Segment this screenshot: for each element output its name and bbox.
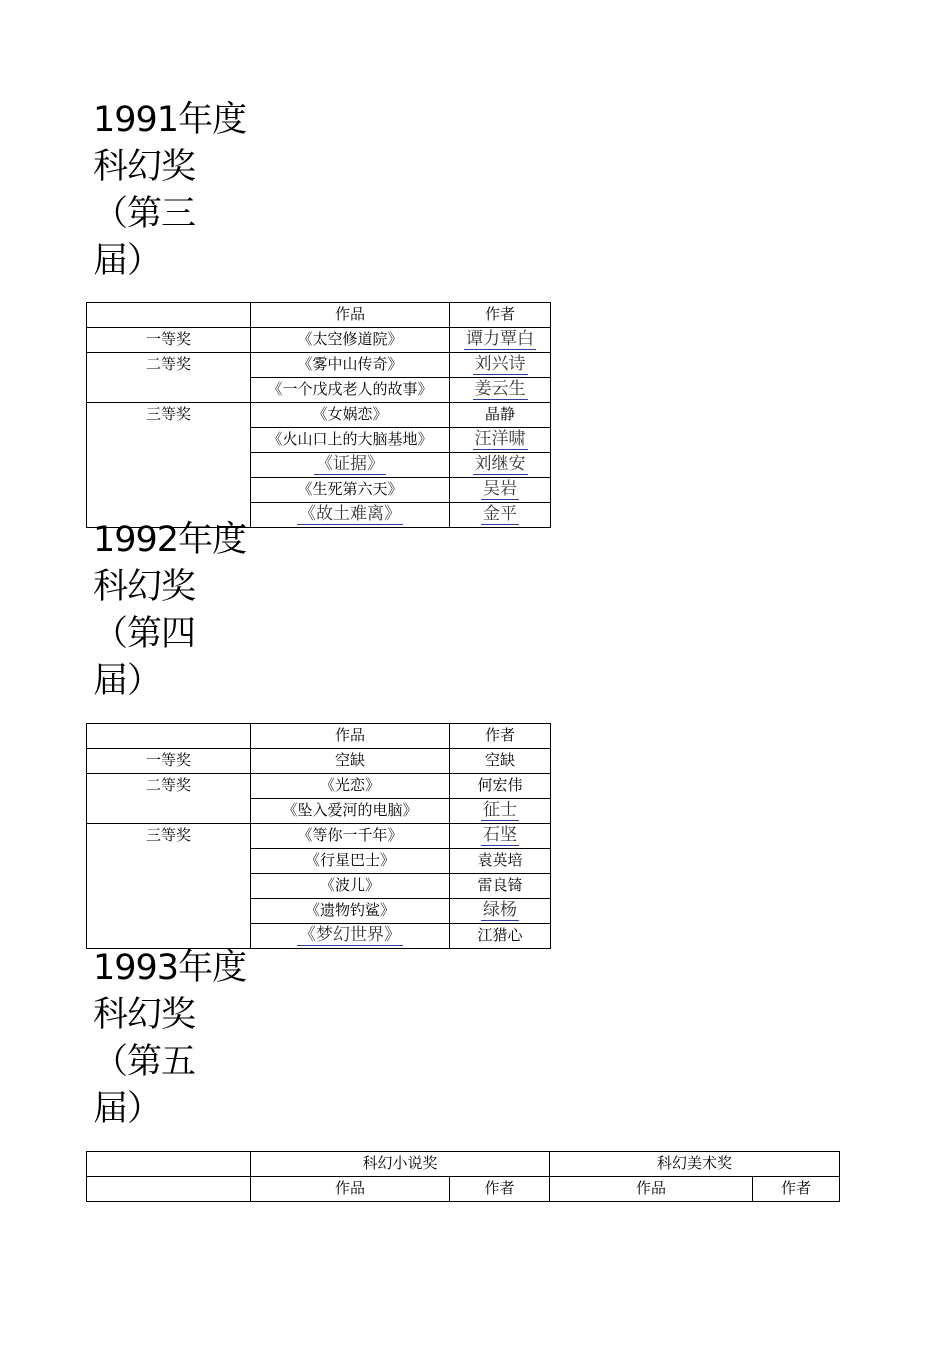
header-work: 作品 bbox=[550, 1177, 753, 1202]
work-cell: 《生死第六天》 bbox=[251, 478, 450, 503]
header-fiction-award: 科幻小说奖 bbox=[251, 1152, 550, 1177]
author-cell: 晶静 bbox=[450, 403, 551, 428]
author-link[interactable]: 吴岩 bbox=[483, 479, 517, 499]
work-cell: 空缺 bbox=[251, 749, 450, 774]
heading-line: 届） bbox=[93, 1089, 162, 1129]
section-heading-1993 bbox=[93, 945, 253, 1133]
header-author: 作者 bbox=[450, 303, 551, 328]
table-row bbox=[87, 749, 551, 774]
work-cell: 《火山口上的大脑基地》 bbox=[251, 428, 450, 453]
table-row bbox=[87, 774, 551, 799]
prize-cell: 三等奖 bbox=[87, 824, 251, 949]
header-work: 作品 bbox=[251, 1177, 450, 1202]
table-row bbox=[87, 824, 551, 849]
author-cell: 何宏伟 bbox=[450, 774, 551, 799]
header-work: 作品 bbox=[251, 724, 450, 749]
section-heading-1991 bbox=[93, 97, 253, 285]
author-cell: 袁英培 bbox=[450, 849, 551, 874]
author-link[interactable]: 姜云生 bbox=[474, 379, 526, 399]
author-cell: 江猎心 bbox=[450, 924, 551, 949]
work-cell: 《遗物钓鲨》 bbox=[251, 899, 450, 924]
author-link[interactable]: 汪洋啸 bbox=[474, 429, 526, 449]
prize-cell: 一等奖 bbox=[87, 749, 251, 774]
header-blank-cell bbox=[87, 1177, 251, 1202]
work-link[interactable]: 《证据》 bbox=[316, 454, 384, 474]
work-cell: 《一个戊戌老人的故事》 bbox=[251, 378, 450, 403]
work-cell bbox=[251, 503, 450, 528]
author-cell: 雷良锜 bbox=[450, 874, 551, 899]
author-link[interactable]: 绿杨 bbox=[483, 900, 517, 920]
heading-line: 科幻奖 bbox=[93, 147, 196, 187]
work-link[interactable]: 《梦幻世界》 bbox=[299, 925, 401, 945]
work-cell: 《波儿》 bbox=[251, 874, 450, 899]
work-cell: 《坠入爱河的电脑》 bbox=[251, 799, 450, 824]
author-cell bbox=[450, 503, 551, 528]
awards-table-1993 bbox=[86, 1151, 840, 1202]
header-author: 作者 bbox=[753, 1177, 840, 1202]
heading-line: （第四 bbox=[93, 614, 196, 654]
author-cell bbox=[450, 453, 551, 478]
author-cell bbox=[450, 328, 551, 353]
author-cell bbox=[450, 478, 551, 503]
header-blank-cell bbox=[87, 1152, 251, 1177]
header-author: 作者 bbox=[450, 1177, 550, 1202]
table-header-row bbox=[87, 303, 551, 328]
table-row bbox=[87, 353, 551, 378]
awards-table-1991 bbox=[86, 302, 551, 528]
work-cell bbox=[251, 453, 450, 478]
table-row bbox=[87, 403, 551, 428]
table-group-header-row bbox=[87, 1152, 840, 1177]
heading-line: 1991年度 bbox=[93, 100, 247, 140]
author-cell bbox=[450, 899, 551, 924]
work-link[interactable]: 《故土难离》 bbox=[299, 504, 401, 524]
author-cell bbox=[450, 799, 551, 824]
heading-line: 1993年度 bbox=[93, 948, 247, 988]
header-art-award: 科幻美术奖 bbox=[550, 1152, 840, 1177]
prize-cell: 二等奖 bbox=[87, 774, 251, 824]
heading-line: （第五 bbox=[93, 1042, 196, 1082]
awards-table-1992 bbox=[86, 723, 551, 949]
prize-cell: 一等奖 bbox=[87, 328, 251, 353]
heading-line: 届） bbox=[93, 661, 162, 701]
author-cell bbox=[450, 353, 551, 378]
work-cell: 《雾中山传奇》 bbox=[251, 353, 450, 378]
author-link[interactable]: 石坚 bbox=[483, 825, 517, 845]
author-cell bbox=[450, 378, 551, 403]
author-link[interactable]: 征士 bbox=[483, 800, 517, 820]
work-cell: 《女娲恋》 bbox=[251, 403, 450, 428]
header-author: 作者 bbox=[450, 724, 551, 749]
heading-line: 科幻奖 bbox=[93, 995, 196, 1035]
heading-line: 1992年度 bbox=[93, 520, 247, 560]
heading-line: 届） bbox=[93, 241, 162, 281]
heading-line: （第三 bbox=[93, 194, 196, 234]
author-cell bbox=[450, 428, 551, 453]
prize-cell: 三等奖 bbox=[87, 403, 251, 528]
header-work: 作品 bbox=[251, 303, 450, 328]
author-cell bbox=[450, 824, 551, 849]
work-cell: 《等你一千年》 bbox=[251, 824, 450, 849]
author-cell: 空缺 bbox=[450, 749, 551, 774]
header-blank-cell bbox=[87, 303, 251, 328]
author-link[interactable]: 谭力覃白 bbox=[466, 329, 534, 349]
work-cell: 《光恋》 bbox=[251, 774, 450, 799]
author-link[interactable]: 刘继安 bbox=[474, 454, 526, 474]
table-row bbox=[87, 328, 551, 353]
prize-cell: 二等奖 bbox=[87, 353, 251, 403]
table-header-row bbox=[87, 1177, 840, 1202]
heading-line: 科幻奖 bbox=[93, 567, 196, 607]
table-header-row bbox=[87, 724, 551, 749]
work-cell: 《太空修道院》 bbox=[251, 328, 450, 353]
header-blank-cell bbox=[87, 724, 251, 749]
author-link[interactable]: 金平 bbox=[483, 504, 517, 524]
section-heading-1992 bbox=[93, 517, 253, 705]
work-cell: 《行星巴士》 bbox=[251, 849, 450, 874]
work-cell bbox=[251, 924, 450, 949]
author-link[interactable]: 刘兴诗 bbox=[474, 354, 526, 374]
